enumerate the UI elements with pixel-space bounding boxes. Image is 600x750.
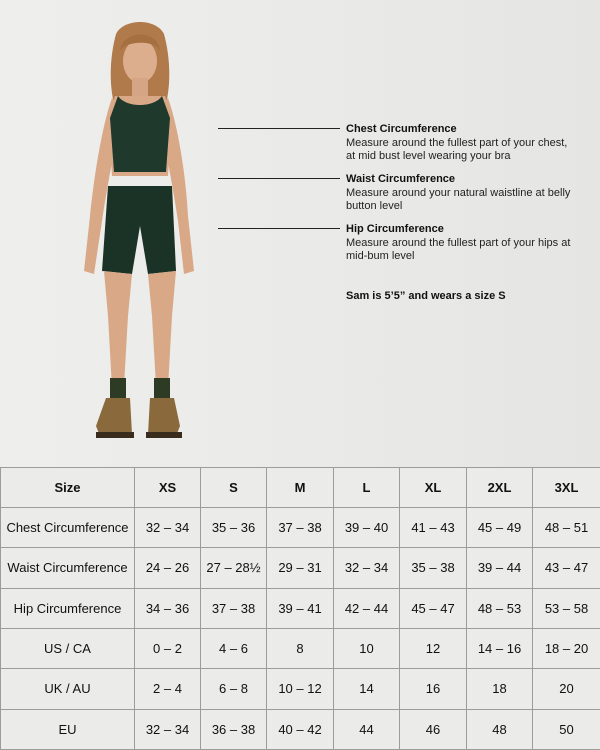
row-label: Hip Circumference xyxy=(1,588,135,628)
table-cell: 12 xyxy=(400,628,467,668)
table-cell: 42 – 44 xyxy=(334,588,400,628)
model-size-note: Sam is 5’5” and wears a size S xyxy=(346,290,506,302)
header-cell: XL xyxy=(400,468,467,508)
header-cell: M xyxy=(267,468,334,508)
chest-leader-line xyxy=(218,128,340,129)
table-header-row xyxy=(1,468,600,508)
table-cell: 45 – 47 xyxy=(400,588,467,628)
table-cell: 10 xyxy=(334,628,400,668)
table-cell: 27 – 28½ xyxy=(201,548,267,588)
header-cell: Size xyxy=(1,468,135,508)
table-cell: 18 – 20 xyxy=(533,628,600,668)
waist-callout xyxy=(346,173,576,214)
table-cell: 39 – 40 xyxy=(334,508,400,548)
table-cell: 44 xyxy=(334,709,400,749)
table-cell: 8 xyxy=(267,628,334,668)
table-cell: 32 – 34 xyxy=(135,709,201,749)
row-label: UK / AU xyxy=(1,669,135,709)
table-cell: 24 – 26 xyxy=(135,548,201,588)
waist-callout-title: Waist Circumference xyxy=(346,173,456,185)
row-label: Waist Circumference xyxy=(1,548,135,588)
table-cell: 32 – 34 xyxy=(334,548,400,588)
table-cell: 35 – 36 xyxy=(201,508,267,548)
table-cell: 14 – 16 xyxy=(467,628,533,668)
table-cell: 14 xyxy=(334,669,400,709)
waist-callout-text: Measure around your natural waistline at belly button level xyxy=(346,186,571,212)
table-row xyxy=(1,628,600,668)
table-cell: 48 – 53 xyxy=(467,588,533,628)
header-cell: S xyxy=(201,468,267,508)
table-cell: 48 xyxy=(467,709,533,749)
table-cell: 6 – 8 xyxy=(201,669,267,709)
waist-leader-line xyxy=(218,178,340,179)
hip-callout xyxy=(346,223,576,264)
row-label: Chest Circumference xyxy=(1,508,135,548)
hip-leader-line xyxy=(218,228,340,229)
table-cell: 39 – 44 xyxy=(467,548,533,588)
table-cell: 35 – 38 xyxy=(400,548,467,588)
chest-callout-title: Chest Circumference xyxy=(346,123,457,135)
table-cell: 48 – 51 xyxy=(533,508,600,548)
table-cell: 34 – 36 xyxy=(135,588,201,628)
table-cell: 40 – 42 xyxy=(267,709,334,749)
table-cell: 10 – 12 xyxy=(267,669,334,709)
header-cell: XS xyxy=(135,468,201,508)
row-label: EU xyxy=(1,709,135,749)
chest-callout-text: Measure around the fullest part of your chest, at mid bust level wearing your bra xyxy=(346,136,568,162)
table-row xyxy=(1,588,600,628)
table-row xyxy=(1,548,600,588)
hip-callout-text: Measure around the fullest part of your hips at mid-bum level xyxy=(346,236,571,262)
table-cell: 37 – 38 xyxy=(267,508,334,548)
row-label: US / CA xyxy=(1,628,135,668)
table-cell: 2 – 4 xyxy=(135,669,201,709)
header-cell: 3XL xyxy=(533,468,600,508)
hip-callout-title: Hip Circumference xyxy=(346,223,444,235)
header-cell: L xyxy=(334,468,400,508)
table-row xyxy=(1,669,600,709)
size-chart-table xyxy=(0,467,600,750)
header-cell: 2XL xyxy=(467,468,533,508)
table-row xyxy=(1,709,600,749)
table-cell: 50 xyxy=(533,709,600,749)
model-figure-illustration xyxy=(60,16,210,456)
table-cell: 53 – 58 xyxy=(533,588,600,628)
table-cell: 29 – 31 xyxy=(267,548,334,588)
table-cell: 4 – 6 xyxy=(201,628,267,668)
table-cell: 32 – 34 xyxy=(135,508,201,548)
table-cell: 41 – 43 xyxy=(400,508,467,548)
table-cell: 43 – 47 xyxy=(533,548,600,588)
table-cell: 0 – 2 xyxy=(135,628,201,668)
table-cell: 20 xyxy=(533,669,600,709)
table-cell: 18 xyxy=(467,669,533,709)
table-cell: 46 xyxy=(400,709,467,749)
chest-callout xyxy=(346,123,576,164)
table-cell: 45 – 49 xyxy=(467,508,533,548)
table-cell: 37 – 38 xyxy=(201,588,267,628)
table-row xyxy=(1,508,600,548)
table-cell: 36 – 38 xyxy=(201,709,267,749)
table-cell: 16 xyxy=(400,669,467,709)
table-cell: 39 – 41 xyxy=(267,588,334,628)
